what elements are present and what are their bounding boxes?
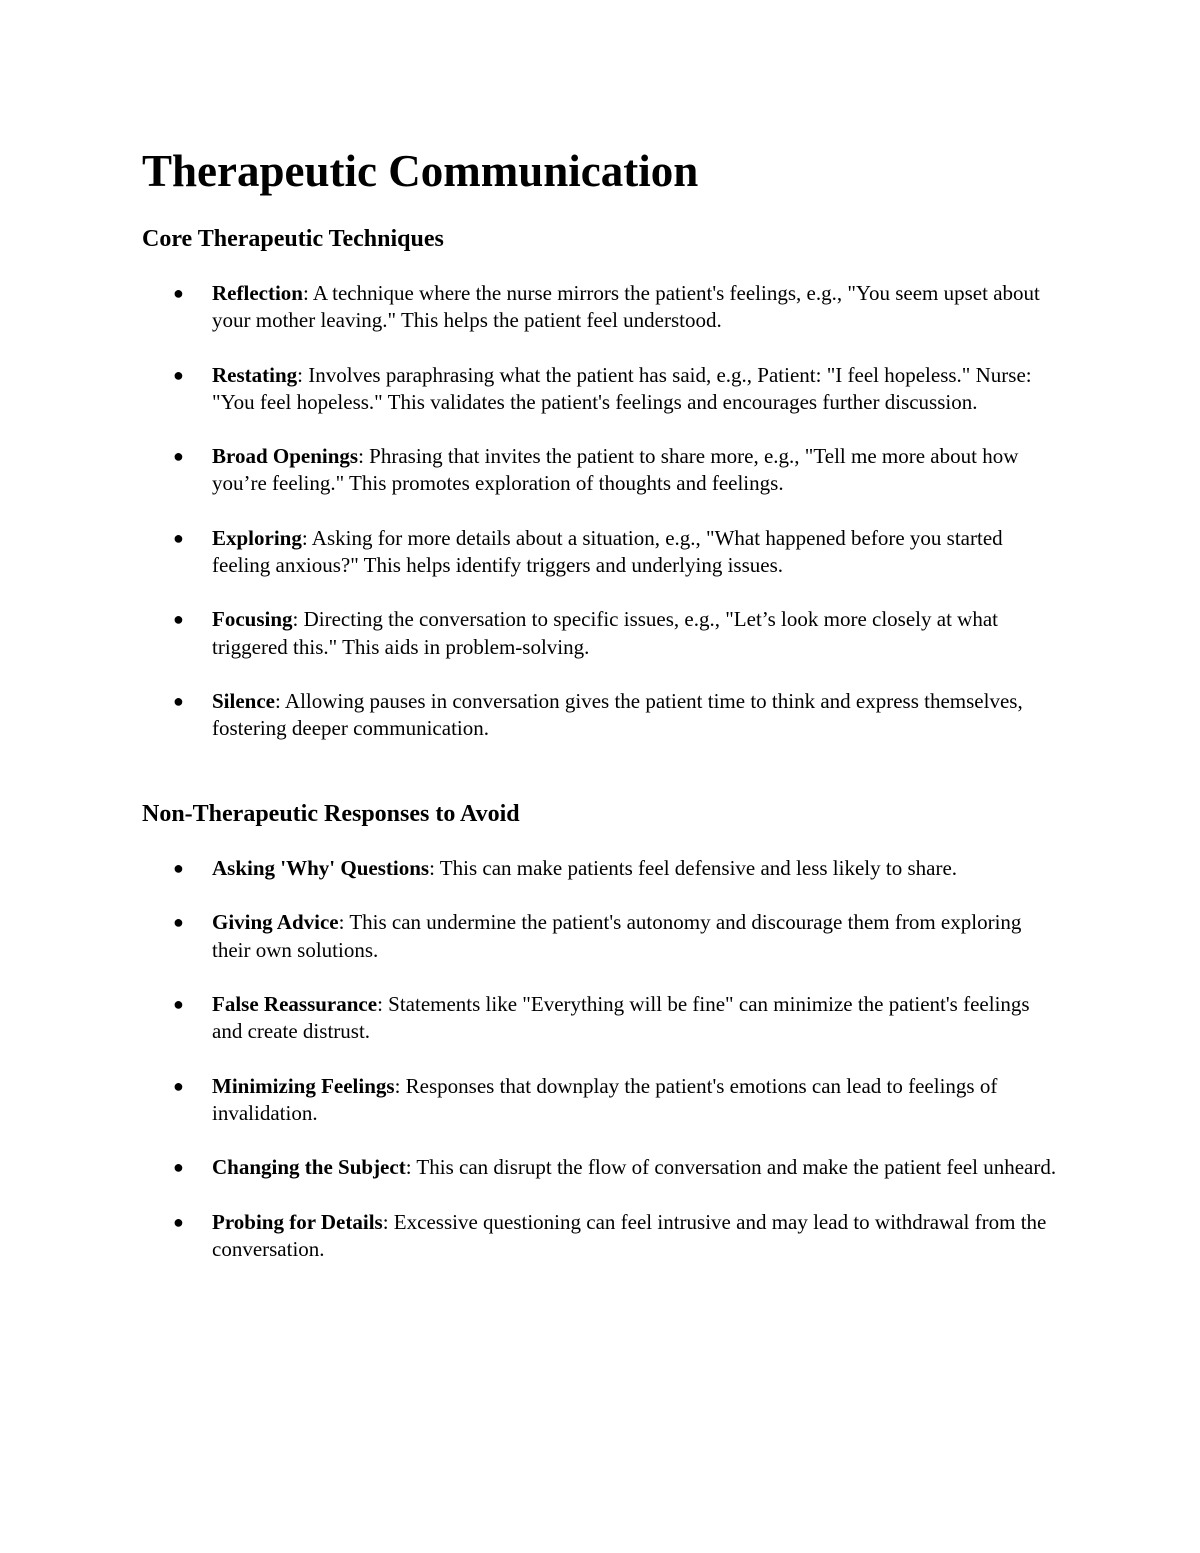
item-description: : A technique where the nurse mirrors the patient's feelings, e.g., "You seem upset about your mother leaving." This helps the patient feel understood. — [212, 281, 1040, 333]
list-item — [0, 606, 1062, 660]
list-item — [0, 525, 1062, 579]
item-description: : Directing the conversation to specific issues, e.g., "Let’s look more closely at what triggered this." This aids in problem-solving. — [212, 607, 998, 659]
item-term: Asking 'Why' Questions — [212, 856, 430, 880]
item-term: False Reassurance — [212, 991, 378, 1016]
bullet-icon: ● — [173, 283, 184, 303]
section-heading-core-techniques: Core Therapeutic Techniques — [142, 226, 444, 252]
list-item — [0, 991, 1062, 1045]
item-term: Restating — [212, 362, 298, 387]
item-description: : This can undermine the patient's autonomy and discourage them from exploring their own solutions. — [212, 910, 1022, 962]
item-term: Minimizing Feelings — [212, 1073, 395, 1098]
item-term: Focusing — [212, 607, 293, 632]
list-item — [0, 1209, 1062, 1263]
list-item — [0, 688, 1062, 742]
bullet-icon: ● — [173, 690, 184, 711]
item-term: Changing the Subject — [212, 1155, 406, 1180]
section-heading-non-therapeutic: Non-Therapeutic Responses to Avoid — [142, 801, 520, 827]
item-description: : Responses that downplay the patient's emotions can lead to feelings of invalidation. — [212, 1073, 998, 1125]
bullet-icon: ● — [173, 912, 184, 933]
item-term: Probing for Details — [212, 1209, 383, 1234]
non-therapeutic-list — [0, 855, 1200, 1263]
list-item — [0, 362, 1062, 416]
item-description: : This can make patients feel defensive and less likely to share. — [429, 856, 958, 880]
bullet-icon: ● — [173, 1075, 184, 1096]
list-item — [0, 1154, 1062, 1181]
item-description: : Involves paraphrasing what the patient has said, e.g., Patient: "I feel hopeless." Nurse: "You feel hopeless." This validates the patient's feelings and encourages further discussion. — [212, 362, 1032, 414]
bullet-icon: ● — [173, 364, 184, 385]
item-description: : Allowing pauses in conversation gives the patient time to think and express themselves, fostering deeper communication. — [212, 688, 1023, 741]
page-title: Therapeutic Communication — [142, 146, 699, 196]
item-term: Reflection — [212, 281, 303, 305]
item-term: Giving Advice — [212, 910, 339, 935]
item-term: Broad Openings — [212, 444, 359, 469]
item-description: : Statements like "Everything will be fine" can minimize the patient's feelings and create distrust. — [212, 991, 1030, 1044]
bullet-icon: ● — [173, 446, 184, 467]
item-term: Exploring — [212, 525, 302, 550]
list-item — [0, 443, 1062, 497]
list-item — [0, 280, 1062, 334]
bullet-icon: ● — [173, 527, 184, 548]
bullet-icon: ● — [173, 1211, 184, 1232]
item-term: Silence — [212, 688, 275, 713]
list-item — [0, 909, 1062, 963]
bullet-icon: ● — [173, 609, 184, 630]
item-description: : This can disrupt the flow of conversation and make the patient feel unheard. — [405, 1155, 1057, 1180]
bullet-icon: ● — [173, 858, 184, 878]
item-description: : Asking for more details about a situation, e.g., "What happened before you started feeling anxious?" This helps identify triggers and underlying issues. — [212, 525, 1003, 577]
bullet-icon: ● — [173, 993, 184, 1014]
item-description: : Phrasing that invites the patient to share more, e.g., "Tell me more about how you’re feeling." This promotes exploration of thoughts and feelings. — [212, 444, 1019, 496]
item-description: : Excessive questioning can feel intrusive and may lead to withdrawal from the conversation. — [212, 1209, 1047, 1261]
core-techniques-list — [0, 280, 1200, 742]
list-item — [0, 1073, 1062, 1127]
list-item — [0, 855, 1062, 882]
bullet-icon: ● — [173, 1157, 184, 1178]
